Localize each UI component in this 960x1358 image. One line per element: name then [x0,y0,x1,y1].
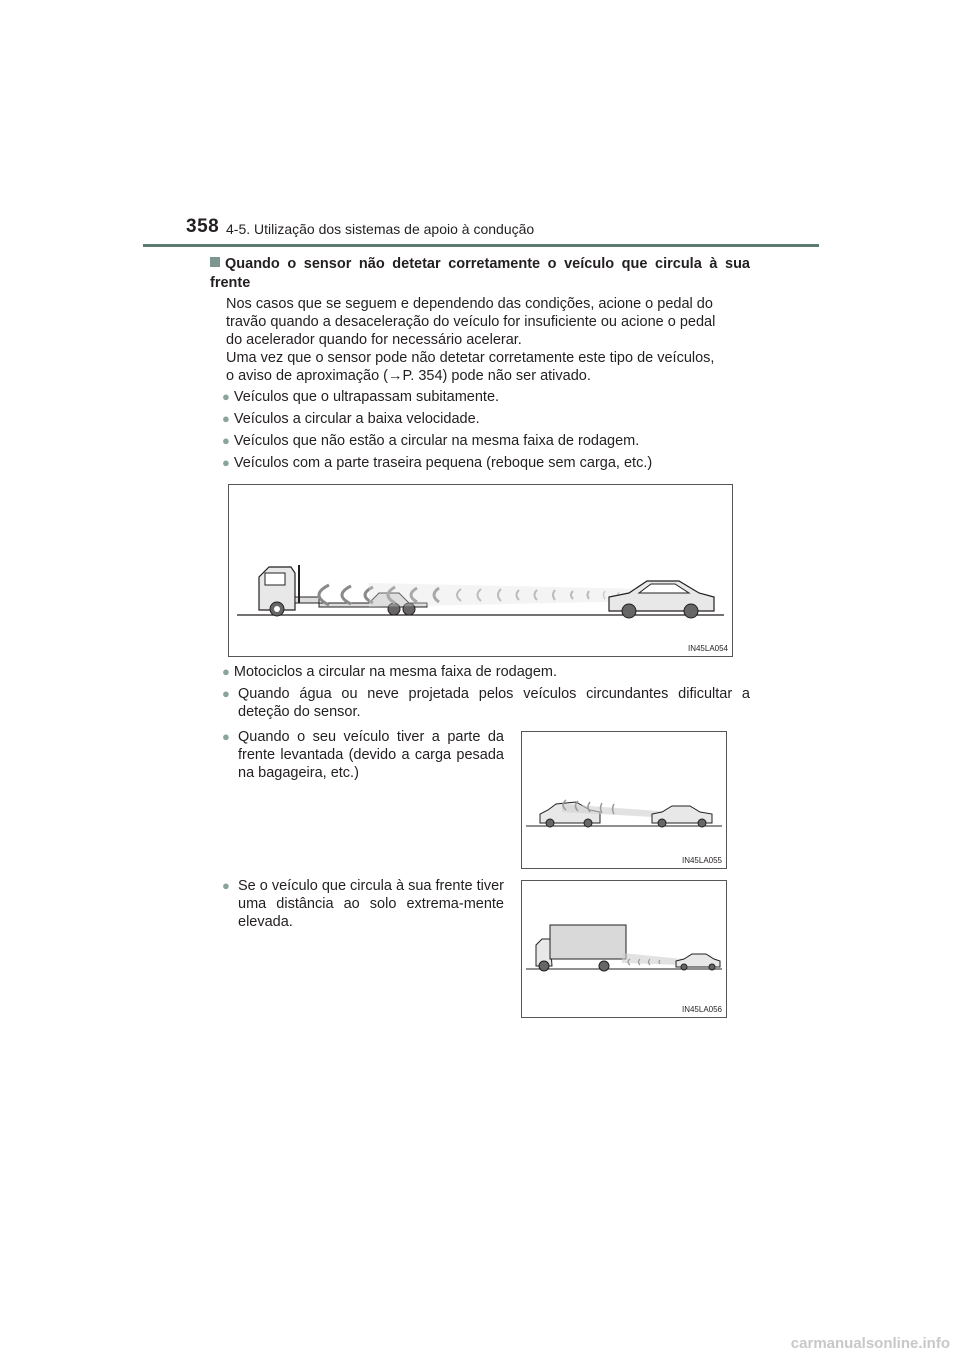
figure-high-clearance [521,880,727,1018]
list-item: ● Quando o seu veículo tiver a parte da frente levantada (devido a carga pesada na bagageira, etc.) [222,729,504,781]
header-rule [143,244,819,247]
list-item: ● Quando água ou neve projetada pelos veículos circundantes dificultar a deteção do sensor. [222,686,750,720]
figure-raised-front [521,731,727,869]
list-item: ● Veículos com a parte traseira pequena (reboque sem carga, etc.) [222,455,653,471]
page-number: 358 [186,216,220,237]
bullet-dot-icon: ● [222,878,230,893]
square-bullet-icon [210,257,220,267]
bullet-dot-icon: ● [222,433,230,448]
heading-text: Quando o sensor não detetar corretamente o veículo que circula à sua frente [210,256,750,291]
bullet-dot-icon: ● [222,729,230,744]
intro-line: Nos casos que se seguem e dependendo das condições, acione o pedal do [226,296,713,312]
truck-trailer-illustration [229,485,732,656]
list-item: ● Veículos a circular a baixa velocidade. [222,411,480,427]
figure-code: IN45LA054 [687,644,728,653]
figure-code: IN45LA056 [681,1005,722,1014]
bullet-dot-icon: ● [222,411,230,426]
bullet-dot-icon: ● [222,389,230,404]
list-item: ● Se o veículo que circula à sua frente tiver uma distância ao solo extrema-mente elevada. [222,878,504,930]
bullet-dot-icon: ● [222,664,230,679]
list-item: ● Motociclos a circular na mesma faixa de rodagem. [222,664,558,680]
bullet-dot-icon: ● [222,686,230,701]
high-clearance-illustration [522,881,726,1017]
raised-front-illustration [522,732,726,868]
intro-line: do acelerador quando for necessário acelerar. [226,332,522,348]
section-title: 4-5. Utilização dos sistemas de apoio à condução [226,221,535,237]
subsection-heading [210,255,750,293]
list-item: ● Veículos que o ultrapassam subitamente. [222,389,500,405]
figure-code: IN45LA055 [681,856,722,865]
figure-truck-trailer [228,484,733,657]
intro-line: travão quando a desaceleração do veículo for insuficiente ou acione o pedal [226,314,716,330]
bullet-dot-icon: ● [222,455,230,470]
list-item: ● Veículos que não estão a circular na mesma faixa de rodagem. [222,433,640,449]
intro-line: o aviso de aproximação (→P. 354) pode não ser ativado. [226,368,591,384]
watermark: carmanualsonline.info [790,1335,950,1352]
intro-line: Uma vez que o sensor pode não detetar corretamente este tipo de veículos, [226,350,715,366]
